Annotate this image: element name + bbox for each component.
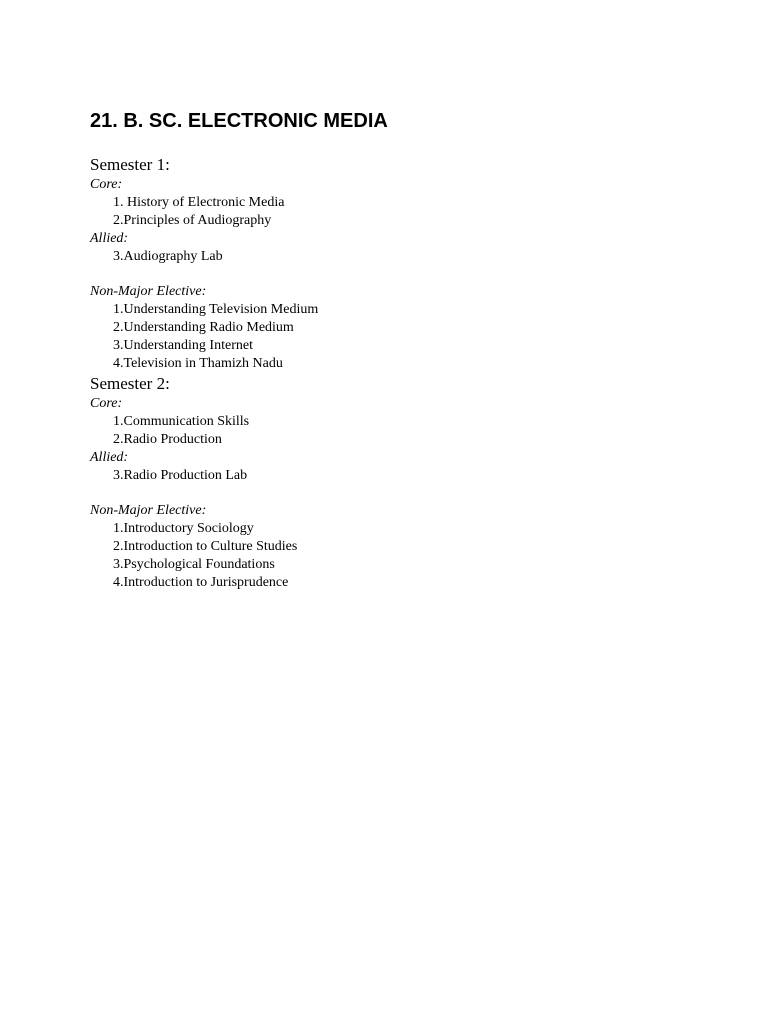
group-label: Allied: xyxy=(90,231,129,246)
group-label: Non-Major Elective: xyxy=(90,284,207,299)
group-label: Non-Major Elective: xyxy=(90,503,207,518)
course-item: 3.Understanding Internet xyxy=(113,338,253,353)
course-item: 3.Psychological Foundations xyxy=(113,557,275,572)
course-item: 2.Understanding Radio Medium xyxy=(113,320,294,335)
syllabus-content xyxy=(90,154,690,592)
course-item: 1. History of Electronic Media xyxy=(113,195,285,210)
document-title: 21. B. SC. ELECTRONIC MEDIA xyxy=(90,110,388,132)
allied-group xyxy=(90,230,690,266)
course-item: 2.Radio Production xyxy=(113,432,222,447)
group-label: Core: xyxy=(90,396,123,411)
semester-heading: Semester 1: xyxy=(90,155,170,174)
group-label: Allied: xyxy=(90,450,129,465)
course-list xyxy=(90,413,690,449)
course-list xyxy=(90,194,690,230)
semester-2-section xyxy=(90,373,690,592)
course-item: 1.Introductory Sociology xyxy=(113,521,254,536)
semester-1-section xyxy=(90,154,690,373)
course-item: 4.Television in Thamizh Nadu xyxy=(113,356,283,371)
group-label: Core: xyxy=(90,177,123,192)
course-item: 2.Principles of Audiography xyxy=(113,213,272,228)
course-item: 1.Understanding Television Medium xyxy=(113,302,319,317)
course-list xyxy=(90,520,690,592)
course-item: 3.Audiography Lab xyxy=(113,249,223,264)
course-item: 4.Introduction to Jurisprudence xyxy=(113,575,289,590)
course-list xyxy=(90,248,690,266)
core-group xyxy=(90,395,690,449)
course-item: 1.Communication Skills xyxy=(113,414,250,429)
semester-heading: Semester 2: xyxy=(90,374,170,393)
non-major-elective-group xyxy=(90,502,690,592)
course-item: 3.Radio Production Lab xyxy=(113,468,248,483)
core-group xyxy=(90,176,690,230)
course-item: 2.Introduction to Culture Studies xyxy=(113,539,298,554)
non-major-elective-group xyxy=(90,283,690,373)
course-list xyxy=(90,301,690,373)
allied-group xyxy=(90,449,690,485)
course-list xyxy=(90,467,690,485)
